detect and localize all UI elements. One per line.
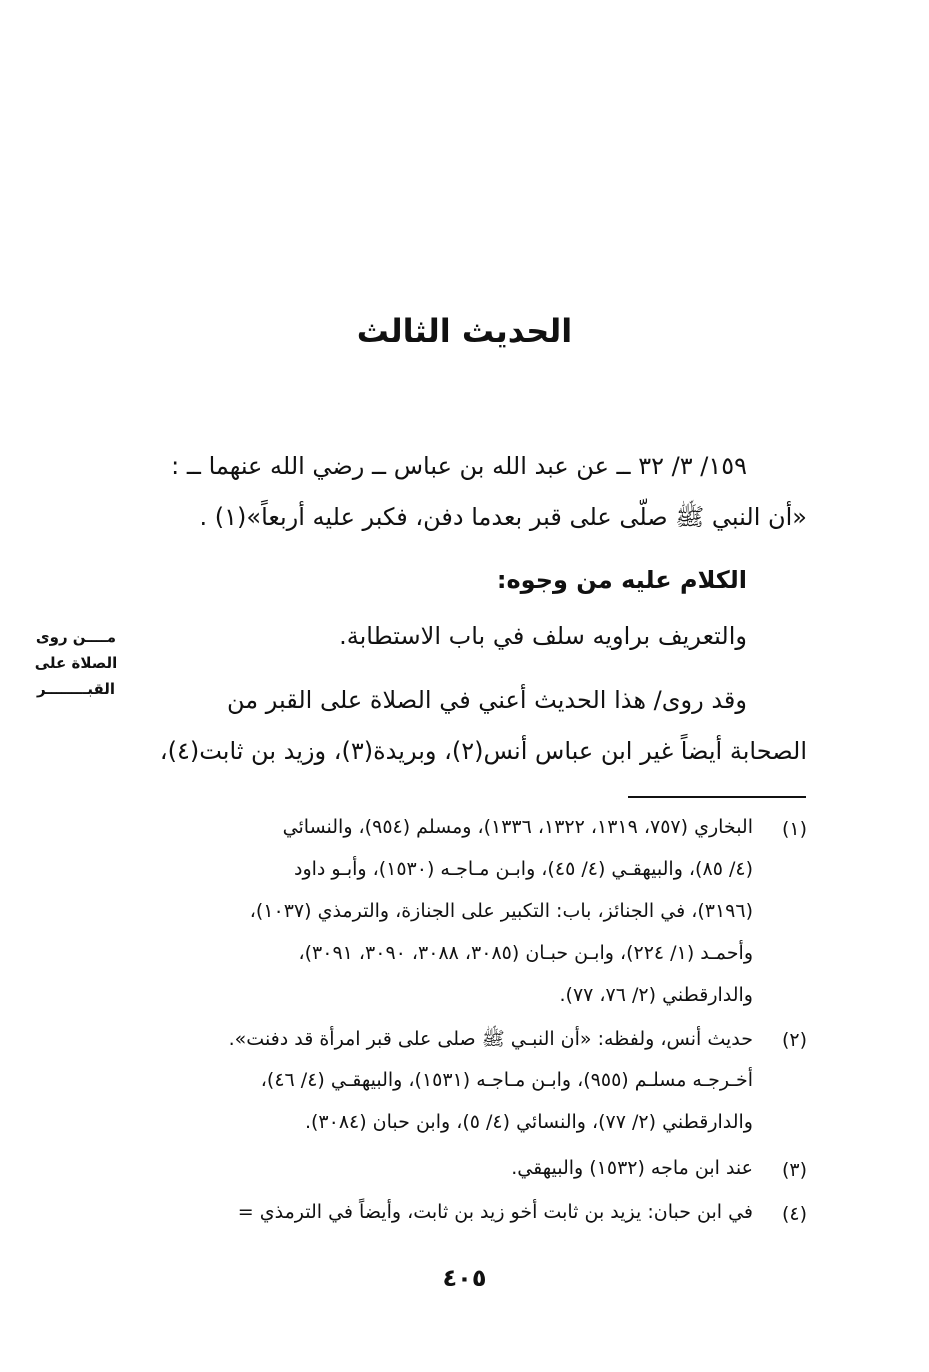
hadith-line-1: ١٥٩/ ٣/ ٣٢ ــ عن عبد الله بن عباس ــ رضي الله عنهما ــ : xyxy=(171,452,747,480)
footnote-line: عند ابن ماجه (١٥٣٢) والبيهقي. xyxy=(511,1157,753,1179)
footnote-separator xyxy=(628,796,806,798)
footnote-number: (٢) xyxy=(781,1029,807,1051)
hadith-line-2: «أن النبي ﷺ صلّى على قبر بعدما دفن، فكبر عليه أربعاً»(١) . xyxy=(199,503,807,531)
footnote-line: والدارقطني (٢/ ٧٧)، والنسائي (٤/ ٥)، وابن حبان (٣٠٨٤). xyxy=(304,1111,753,1133)
footnote-line: في ابن حبان: يزيد بن ثابت أخو زيد بن ثابت، وأيضاً في الترمذي = xyxy=(237,1201,753,1223)
body-heading: الكلام عليه من وجوه: xyxy=(496,566,747,594)
footnote-line: أخـرجـه مسلـم (٩٥٥)، وابـن مـاجـه (١٥٣١)، والبيهقـي (٤/ ٤٦)، xyxy=(260,1069,753,1091)
body-paragraph-1: والتعريف براويه سلف في باب الاستطابة. xyxy=(339,622,747,650)
footnote-number: (٣) xyxy=(781,1159,807,1181)
body-paragraph-2-line-2: الصحابة أيضاً غير ابن عباس أنس(٢)، وبريدة(٣)، وزيد بن ثابت(٤)، xyxy=(159,737,807,765)
body-paragraph-2-line-1: وقد روى/ هذا الحديث أعني في الصلاة على القبر من xyxy=(226,686,747,714)
section-title: الحديث الثالث xyxy=(356,312,573,350)
footnote-number: (١) xyxy=(781,818,807,840)
margin-note-line-3: القبــــــــر xyxy=(36,680,116,698)
footnote-line: (٤/ ٨٥)، والبيهقـي (٤/ ٤٥)، وابـن مـاجـه (١٥٣٠)، وأبـو داود xyxy=(294,858,753,880)
page-number: ٤٠٥ xyxy=(442,1264,487,1292)
footnote-line: البخاري (٧٥٧، ١٣١٩، ١٣٢٢، ١٣٣٦)، ومسلم (٩٥٤)، والنسائي xyxy=(282,816,753,838)
footnote-line: وأحمـد (١/ ٢٢٤)، وابـن حبـان (٣٠٨٥، ٣٠٨٨، ٣٠٩٠، ٣٠٩١)، xyxy=(298,942,753,964)
footnote-line: حديث أنس، ولفظه: «أن النبـي ﷺ صلى على قبر امرأة قد دفنت». xyxy=(228,1028,753,1050)
footnote-line: والدارقطني (٢/ ٧٦، ٧٧). xyxy=(559,984,753,1006)
footnote-number: (٤) xyxy=(781,1203,807,1225)
margin-note-line-2: الصلاة على xyxy=(34,654,118,672)
margin-note-line-1: مــــن روى xyxy=(35,628,117,646)
footnote-line: (٣١٩٦)، في الجنائز، باب: التكبير على الجنازة، والترمذي (١٠٣٧)، xyxy=(249,900,753,922)
margin-note xyxy=(28,624,124,702)
